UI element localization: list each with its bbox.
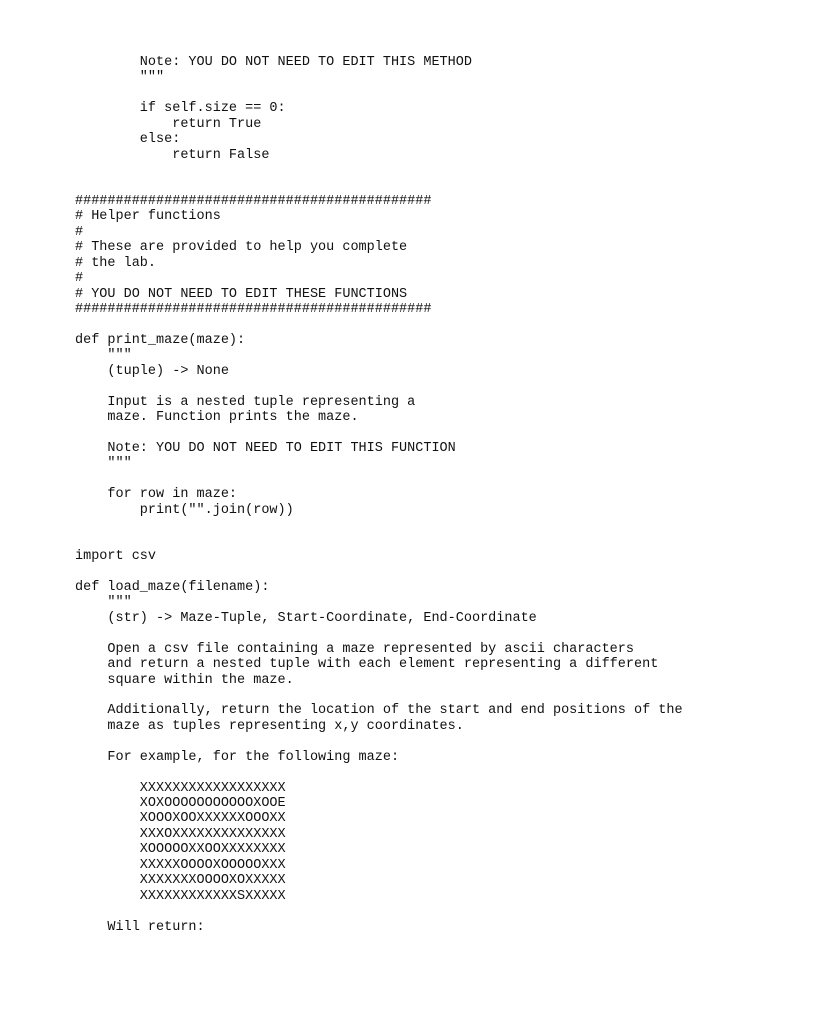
- docstring-line: [75, 688, 683, 703]
- code-line: for row in maze:: [75, 487, 238, 503]
- comment-line: # YOU DO NOT NEED TO EDIT THESE FUNCTIONS: [75, 286, 408, 302]
- docstring-line: square within the maze.: [75, 672, 294, 688]
- docstring-line: [75, 626, 683, 641]
- docstring-line: Note: YOU DO NOT NEED TO EDIT THIS FUNCTION: [75, 440, 456, 456]
- code-line: Note: YOU DO NOT NEED TO EDIT THIS METHOD: [75, 55, 472, 70]
- comment-line: #: [75, 224, 84, 240]
- maze-row: XXXXXXXOOOOXOXXXXX: [75, 873, 286, 889]
- docstring-line: (str) -> Maze-Tuple, Start-Coordinate, End-Coordinate: [75, 610, 537, 626]
- code-line: [75, 518, 683, 533]
- code-line: return True: [75, 116, 262, 132]
- docstring-line: Open a csv file containing a maze represented by ascii characters: [75, 641, 634, 657]
- code-line: else:: [75, 132, 181, 148]
- function-definition: def load_maze(filename):: [75, 579, 270, 595]
- docstring-line: [75, 379, 683, 394]
- code-line: [75, 534, 683, 549]
- docstring-line: maze as tuples representing x,y coordinates.: [75, 718, 464, 734]
- docstring-line: [75, 426, 683, 441]
- comment-line: # the lab.: [75, 255, 157, 271]
- code-line: [75, 163, 683, 178]
- maze-row: XOXOOOOOOOOOOOXOOE: [75, 796, 286, 811]
- code-line: return False: [75, 147, 270, 163]
- maze-row: XXXXXOOOOXOOOOOXXX: [75, 857, 286, 873]
- maze-row: XOOOOOXXOOXXXXXXXX: [75, 842, 286, 858]
- code-line: [75, 179, 683, 194]
- maze-row: XXXXXXXXXXXXSXXXXX: [75, 888, 286, 904]
- docstring-line: """: [75, 348, 132, 364]
- function-definition: def print_maze(maze):: [75, 332, 246, 348]
- docstring-line: [75, 734, 683, 749]
- docstring-line: """: [75, 456, 132, 472]
- docstring-line: and return a nested tuple with each element representing a different: [75, 657, 659, 673]
- code-line: [75, 564, 683, 579]
- code-line: [75, 317, 683, 332]
- comment-line: # These are provided to help you complete: [75, 240, 408, 256]
- docstring-line: [75, 765, 683, 780]
- import-statement: import csv: [75, 549, 157, 564]
- comment-banner: ############################################: [75, 193, 432, 209]
- docstring-line: maze. Function prints the maze.: [75, 410, 359, 426]
- comment-line: # Helper functions: [75, 209, 221, 225]
- docstring-line: Additionally, return the location of the start and end positions of the: [75, 703, 683, 719]
- code-line: print("".join(row)): [75, 502, 294, 518]
- docstring-line: Input is a nested tuple representing a: [75, 394, 416, 410]
- docstring-line: (tuple) -> None: [75, 363, 229, 379]
- maze-row: XXXXXXXXXXXXXXXXXX: [75, 780, 286, 796]
- maze-row: XOOOXOOXXXXXXOOOXX: [75, 811, 286, 827]
- maze-row: XXXOXXXXXXXXXXXXXX: [75, 826, 286, 842]
- code-line: """: [75, 70, 165, 86]
- code-line: if self.size == 0:: [75, 101, 286, 117]
- code-line: [75, 86, 683, 101]
- docstring-line: """: [75, 595, 132, 611]
- code-listing: [75, 55, 683, 935]
- code-line: [75, 472, 683, 487]
- comment-banner: ############################################: [75, 302, 432, 317]
- docstring-line: Will return:: [75, 919, 205, 935]
- docstring-line: [75, 904, 683, 919]
- docstring-line: For example, for the following maze:: [75, 749, 400, 765]
- comment-line: #: [75, 271, 84, 287]
